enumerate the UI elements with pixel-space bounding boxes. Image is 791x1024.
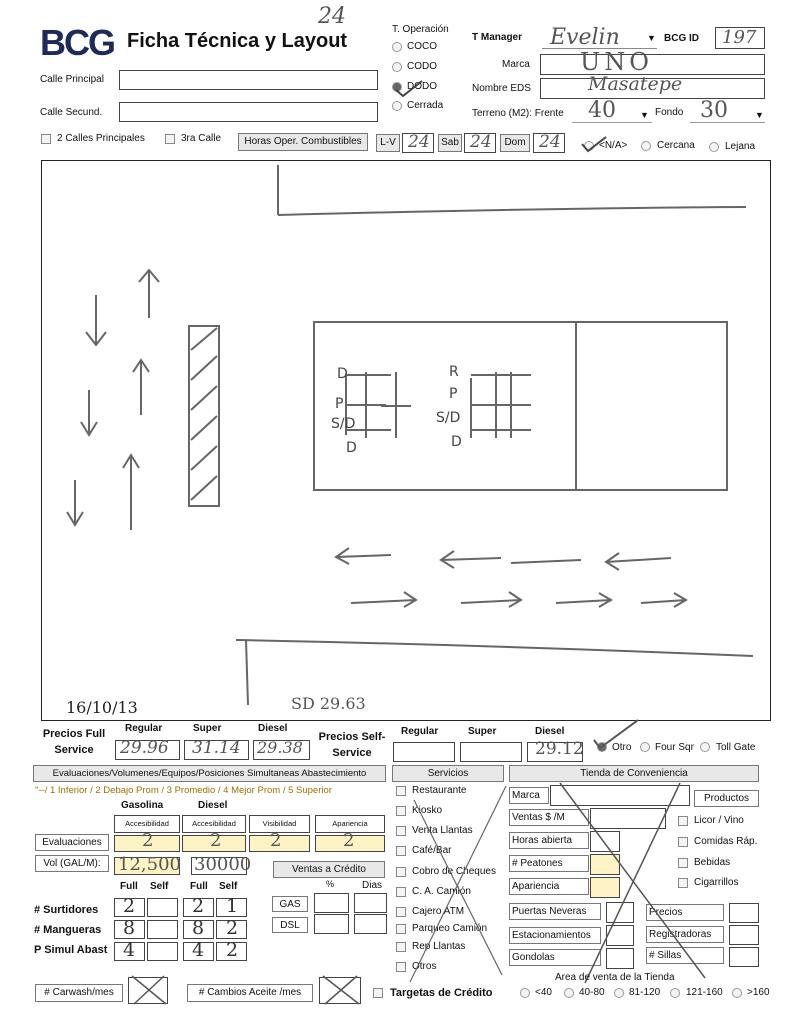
t-manager-dropdown-icon[interactable]: ▼ xyxy=(647,33,656,43)
na-check-icon xyxy=(580,134,608,154)
top-scribble: 24 xyxy=(318,4,346,29)
sketch-sd-note: SD 29.63 xyxy=(291,694,366,713)
gas-credit-dias[interactable] xyxy=(354,893,387,913)
pump-left-label-4: D xyxy=(346,440,357,456)
ventas-label: Ventas $ /M xyxy=(509,809,589,826)
terreno-frente-value: 40 xyxy=(588,98,616,123)
surtidores-gas-self[interactable] xyxy=(147,898,178,917)
dodo-check-icon xyxy=(394,78,424,98)
dsl-credit-label: DSL xyxy=(272,917,308,933)
full-super-value: 31.14 xyxy=(192,738,241,758)
precios-full-label: Precios Full Service xyxy=(42,728,106,756)
calle-principal-input[interactable] xyxy=(119,70,378,90)
calle-secund-input[interactable] xyxy=(119,102,378,122)
servicio-cafe-bar-label: Café/Bar xyxy=(412,845,452,856)
vol-label: Vol (GAL/M): xyxy=(35,855,109,872)
simul-gas-full-value: 4 xyxy=(123,939,136,961)
gas-full-label: Full xyxy=(120,881,138,892)
t-manager-value: Evelin xyxy=(550,25,620,50)
estacionamientos-label: Estacionamientos xyxy=(509,927,601,944)
area-lt40-label: <40 xyxy=(535,987,552,998)
area-radio-gt160[interactable] xyxy=(732,988,742,998)
sillas-label: # Sillas xyxy=(646,947,724,964)
marca-value: UNO xyxy=(580,48,653,76)
proximity-radio-lejana[interactable] xyxy=(709,142,719,152)
vol-diesel-value: 30000 xyxy=(194,854,252,875)
area-venta-label: Area de venta de la Tienda xyxy=(555,972,675,983)
gondolas-label: Gondolas xyxy=(509,949,601,966)
evaluaciones-header-button[interactable]: Evaluaciones/Volumenes/Equipos/Posiciones Simultaneas Abastecimiento xyxy=(33,765,386,782)
operacion-coco-label: COCO xyxy=(407,41,437,52)
precios-tienda-label: Precios xyxy=(646,904,724,921)
full-regular-value: 29.96 xyxy=(120,738,169,758)
apariencia-tienda-label: Apariencia xyxy=(509,878,589,895)
area-radio-81-120[interactable] xyxy=(614,988,624,998)
fondo-value: 30 xyxy=(700,98,728,123)
full-col-regular: Regular xyxy=(125,723,163,734)
layout-sketch xyxy=(41,160,771,721)
area-radio-40-80[interactable] xyxy=(564,988,574,998)
horas-abierta-label: Horas abierta xyxy=(509,832,589,849)
operacion-cerrada-label: Cerrada xyxy=(407,100,444,111)
proximity-na-label: <N/A> xyxy=(599,140,628,151)
t-manager-label: T Manager xyxy=(472,32,523,43)
page-title: Ficha Técnica y Layout xyxy=(127,30,348,52)
mangueras-label: # Mangueras xyxy=(34,924,102,936)
col-header-apariencia: Apariencia xyxy=(315,815,385,833)
self-col-diesel: Diesel xyxy=(535,726,565,737)
horas-oper-button[interactable]: Horas Oper. Combustibles xyxy=(238,133,368,151)
proximity-lejana-label: Lejana xyxy=(725,141,756,152)
self-super-input[interactable] xyxy=(460,742,522,762)
gasolina-label: Gasolina xyxy=(121,800,164,811)
nombre-eds-value: Masatepe xyxy=(588,73,683,95)
area-radio-lt40[interactable] xyxy=(520,988,530,998)
tercera-calle-label: 3ra Calle xyxy=(181,133,222,144)
pump-right-label-3: S/D xyxy=(436,410,461,426)
dias-label: Dias xyxy=(362,880,383,891)
dom-value: 24 xyxy=(539,132,561,152)
lv-label: L-V xyxy=(376,134,400,152)
gas-self-label: Self xyxy=(150,881,169,892)
servicio-venta-llantas-label: Venta Llantas xyxy=(412,825,473,836)
col-header-accesibilidad-diesel: Accesibilidad xyxy=(182,815,246,833)
precios-self-label: Precios Self-Service xyxy=(318,731,386,759)
self-regular-input[interactable] xyxy=(393,742,455,762)
sab-value: 24 xyxy=(470,132,492,152)
registradoras-label: Registradoras xyxy=(646,926,724,943)
simul-diesel-full-value: 4 xyxy=(192,939,205,961)
cambios-aceite-label: # Cambios Aceite /mes xyxy=(187,984,313,1002)
bcg-id-value: 197 xyxy=(722,27,757,48)
servicio-cobro-cheques-label: Cobro de Cheques xyxy=(412,866,496,877)
servicio-kiosko-label: Kiosko xyxy=(412,805,443,816)
proximity-radio-cercana[interactable] xyxy=(641,141,651,151)
full-diesel-value: 29.38 xyxy=(257,738,303,757)
operacion-radio-codo[interactable] xyxy=(392,62,402,72)
lv-value: 24 xyxy=(408,132,430,152)
simul-gas-self[interactable] xyxy=(147,942,178,961)
bcg-id-label: BCG ID xyxy=(664,33,699,44)
fondo-label: Fondo xyxy=(655,107,684,118)
cambios-cross-icon xyxy=(319,973,363,1007)
surtidores-diesel-self-value: 1 xyxy=(226,895,239,917)
area-81-120-label: 81-120 xyxy=(629,987,661,998)
dos-calles-label: 2 Calles Principales xyxy=(57,133,145,144)
carwash-cross-icon xyxy=(128,973,170,1007)
marca-label: Marca xyxy=(502,59,530,70)
peatones-label: # Peatones xyxy=(509,855,589,872)
productos-button[interactable]: Productos xyxy=(694,790,759,807)
surtidores-gas-full-value: 2 xyxy=(123,895,136,917)
tercera-calle-checkbox[interactable] xyxy=(165,134,175,144)
eval-accesibilidad-diesel-value: 2 xyxy=(210,830,222,851)
dos-calles-checkbox[interactable] xyxy=(41,134,51,144)
nombre-eds-label: Nombre EDS xyxy=(472,83,531,94)
pump-right-label-2: P xyxy=(449,386,458,402)
brand-four-sqr-label: Four Sqr xyxy=(655,742,694,753)
servicios-cross-icon xyxy=(402,780,512,990)
servicio-restaurante-label: Restaurante xyxy=(412,785,467,796)
col-header-visibilidad: Visibilidad xyxy=(249,815,310,833)
brand-radio-toll-gate[interactable] xyxy=(700,742,710,752)
eval-accesibilidad-gas-value: 2 xyxy=(142,830,154,851)
area-40-80-label: 40-80 xyxy=(579,987,605,998)
operacion-dodo-label: DODO xyxy=(407,81,437,92)
area-gt160-label: >160 xyxy=(747,987,770,998)
terreno-frente-dropdown-icon[interactable]: ▼ xyxy=(640,110,649,120)
col-header-accesibilidad-gas: Accesibilidad xyxy=(114,815,180,833)
pump-left-label-1: D xyxy=(337,366,348,382)
eval-apariencia-value: 2 xyxy=(343,830,355,851)
diesel-full-label: Full xyxy=(190,881,208,892)
self-diesel-value: 29.12 xyxy=(535,739,584,759)
registradoras-input[interactable] xyxy=(729,925,759,945)
calle-principal-label: Calle Principal xyxy=(40,74,104,85)
area-121-160-label: 121-160 xyxy=(686,987,723,998)
servicio-ca-camion-label: C. A. Camión xyxy=(412,886,471,897)
pump-right-label-1: R xyxy=(449,364,459,380)
eval-visibilidad-value: 2 xyxy=(270,830,282,851)
dsl-credit-pct[interactable] xyxy=(314,914,349,934)
tienda-header-button[interactable]: Tienda de Conveniencia xyxy=(509,765,759,782)
tarjetas-credito-checkbox[interactable] xyxy=(373,988,383,998)
simul-diesel-self-value: 2 xyxy=(226,939,239,961)
terreno-label: Terreno (M2): Frente xyxy=(472,108,564,119)
mangueras-gas-self[interactable] xyxy=(147,920,178,939)
pump-right-label-4: D xyxy=(451,434,462,450)
gas-credit-label: GAS xyxy=(272,896,308,912)
sillas-input[interactable] xyxy=(729,947,759,967)
producto-comidas-label: Comidas Ráp. xyxy=(694,836,758,847)
self-col-super: Super xyxy=(468,726,497,737)
operacion-radio-cerrada[interactable] xyxy=(392,101,402,111)
sketch-date: 16/10/13 xyxy=(66,698,138,717)
diesel-label: Diesel xyxy=(198,800,228,811)
brand-toll-gate-label: Toll Gate xyxy=(716,742,756,753)
evaluaciones-label: Evaluaciones xyxy=(35,834,109,851)
vol-gas-value: 12,500 xyxy=(118,854,181,875)
producto-bebidas-label: Bebidas xyxy=(694,857,731,868)
producto-licor-label: Licor / Vino xyxy=(694,815,744,826)
mangueras-diesel-self-value: 2 xyxy=(226,917,239,939)
simul-label: P Simul Abast xyxy=(34,944,108,956)
sab-label: Sab xyxy=(438,134,462,152)
dsl-credit-dias[interactable] xyxy=(354,914,387,934)
ventas-credito-button[interactable]: Ventas a Crédito xyxy=(273,861,385,878)
operacion-radio-coco[interactable] xyxy=(392,42,402,52)
servicios-header-button[interactable]: Servicios xyxy=(392,765,504,782)
dom-label: Dom xyxy=(500,134,530,152)
pct-label: % xyxy=(326,879,335,889)
brand-otro-label: Otro xyxy=(612,742,632,753)
gas-credit-pct[interactable] xyxy=(314,893,349,913)
full-col-diesel: Diesel xyxy=(258,723,288,734)
tienda-marca-label: Marca xyxy=(509,787,549,804)
full-col-super: Super xyxy=(193,723,222,734)
servicio-otros-label: Otros xyxy=(412,961,437,972)
surtidores-diesel-full-value: 2 xyxy=(192,895,205,917)
precios-tienda-input[interactable] xyxy=(729,903,759,923)
brand-radio-four-sqr[interactable] xyxy=(640,742,650,752)
servicio-cajero-atm-label: Cajero ATM xyxy=(412,906,465,917)
servicio-rep-llantas-label: Rep Llantas xyxy=(412,941,466,952)
calle-secund-label: Calle Secund. xyxy=(40,107,103,118)
fondo-dropdown-icon[interactable]: ▼ xyxy=(755,110,764,120)
operacion-codo-label: CODO xyxy=(407,61,437,72)
mangueras-gas-full-value: 8 xyxy=(123,917,136,939)
servicio-parqueo-camion-label: Parqueo Camión xyxy=(412,923,488,934)
producto-cigarrillos-label: Cigarrillos xyxy=(694,877,739,888)
tienda-cross-icon xyxy=(540,778,710,988)
bcg-logo: BCG xyxy=(40,22,114,63)
self-col-regular: Regular xyxy=(401,726,439,737)
puertas-neveras-label: Puertas Neveras xyxy=(509,903,601,920)
surtidores-label: # Surtidores xyxy=(34,904,99,916)
area-radio-121-160[interactable] xyxy=(670,988,680,998)
pump-left-label-2: P xyxy=(335,396,344,412)
diesel-self-label: Self xyxy=(219,881,238,892)
tarjetas-credito-label: Targetas de Crédito xyxy=(390,987,493,999)
mangueras-diesel-full-value: 8 xyxy=(192,917,205,939)
rating-scale: "--/ 1 Inferior / 2 Debajo Prom / 3 Promedio / 4 Mejor Prom / 5 Superior xyxy=(35,785,332,796)
carwash-label: # Carwash/mes xyxy=(35,984,123,1002)
proximity-cercana-label: Cercana xyxy=(657,140,695,151)
pump-left-label-3: S/D xyxy=(331,416,356,432)
operacion-title: T. Operación xyxy=(392,24,449,35)
